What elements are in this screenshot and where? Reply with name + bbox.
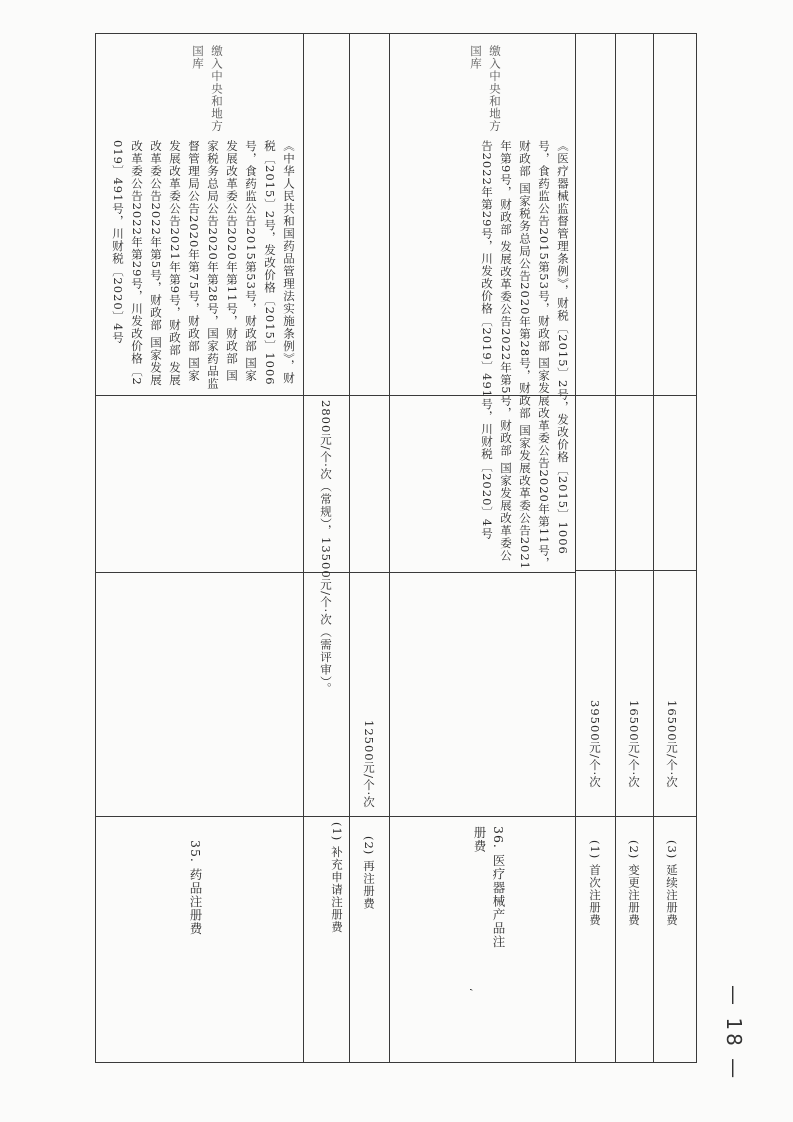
item-35-2-standard: 12500元/个·次 bbox=[362, 720, 376, 809]
item-36-legal-basis: 《医疗器械监督管理条例》，财税〔2015〕2号，发改价格〔2015〕1006号，食药监公告2015第53号，财政部 国家发展改革委公告2020年第11号，财政部 国家税务总局公告2020年第28号，财政部 国家发展改革委公告2021年第9号，财政部 发展改革委公告2022年第5号，财政部 国家发展改革委公告2022年第29号，川发改价格〔2019〕491号，川财税〔2020〕4号 bbox=[480, 140, 570, 570]
item-35-destination: 缴入中央和地方国库 bbox=[191, 45, 224, 133]
table-left-border bbox=[95, 33, 96, 1062]
item-36-3-standard: 16500元/个·次 bbox=[665, 700, 679, 789]
row-divider bbox=[615, 33, 616, 1062]
item-36-1-name: (1) 首次注册费 bbox=[588, 840, 602, 927]
table-right-border bbox=[696, 33, 697, 1062]
row-divider bbox=[349, 33, 350, 1062]
table-top-border bbox=[95, 33, 697, 34]
page-number: — 18 — bbox=[722, 985, 746, 1082]
row-divider bbox=[575, 33, 576, 1062]
item-35-title: 35. 药品注册费 bbox=[188, 840, 203, 936]
item-35-1-name: (1) 补充申请注册费 bbox=[330, 822, 344, 934]
row-divider bbox=[653, 33, 654, 1062]
item-36-title: 36. 医疗器械产品注册费 bbox=[472, 826, 506, 949]
row-divider bbox=[303, 33, 304, 1062]
basis-destination-divider-partial bbox=[95, 572, 575, 573]
basis-destination-divider bbox=[575, 570, 697, 571]
item-35-2-name: (2) 再注册费 bbox=[362, 836, 376, 910]
stray-mark: ‘ bbox=[462, 988, 473, 993]
item-36-3-name: (3) 延续注册费 bbox=[665, 840, 679, 927]
item-36-1-standard: 39500元/个·次 bbox=[588, 700, 602, 789]
item-35-1-standard: 2800元/个·次（常规），13500元/个·次（需评审）。 bbox=[319, 400, 333, 695]
item-35-legal-basis: 《中华人民共和国药品管理法实施条例》，财税〔2015〕2号，发改价格〔2015〕1006号，食药监公告2015第53号，财政部 国家发展改革委公告2020年第11号，财政部 国家税务总局公告2020年第28号，国家药品监督管理局公告2020年第75号，财政部 国家发展改革委公告2021年第9号，财政部 发展改革委公告2022年第5号，财政部 国家发展改革委公告2022年第29号，川发改价格〔2019〕491号，川财税〔2020〕4号 bbox=[111, 140, 296, 390]
item-36-2-name: (2) 变更注册费 bbox=[627, 840, 641, 927]
column-divider-basis bbox=[95, 395, 697, 396]
row-divider bbox=[389, 33, 390, 1062]
table-bottom-border bbox=[95, 1062, 697, 1063]
item-36-destination: 缴入中央和地方国库 bbox=[469, 45, 502, 133]
column-divider-standard bbox=[95, 816, 697, 817]
item-36-2-standard: 16500元/个·次 bbox=[627, 700, 641, 789]
